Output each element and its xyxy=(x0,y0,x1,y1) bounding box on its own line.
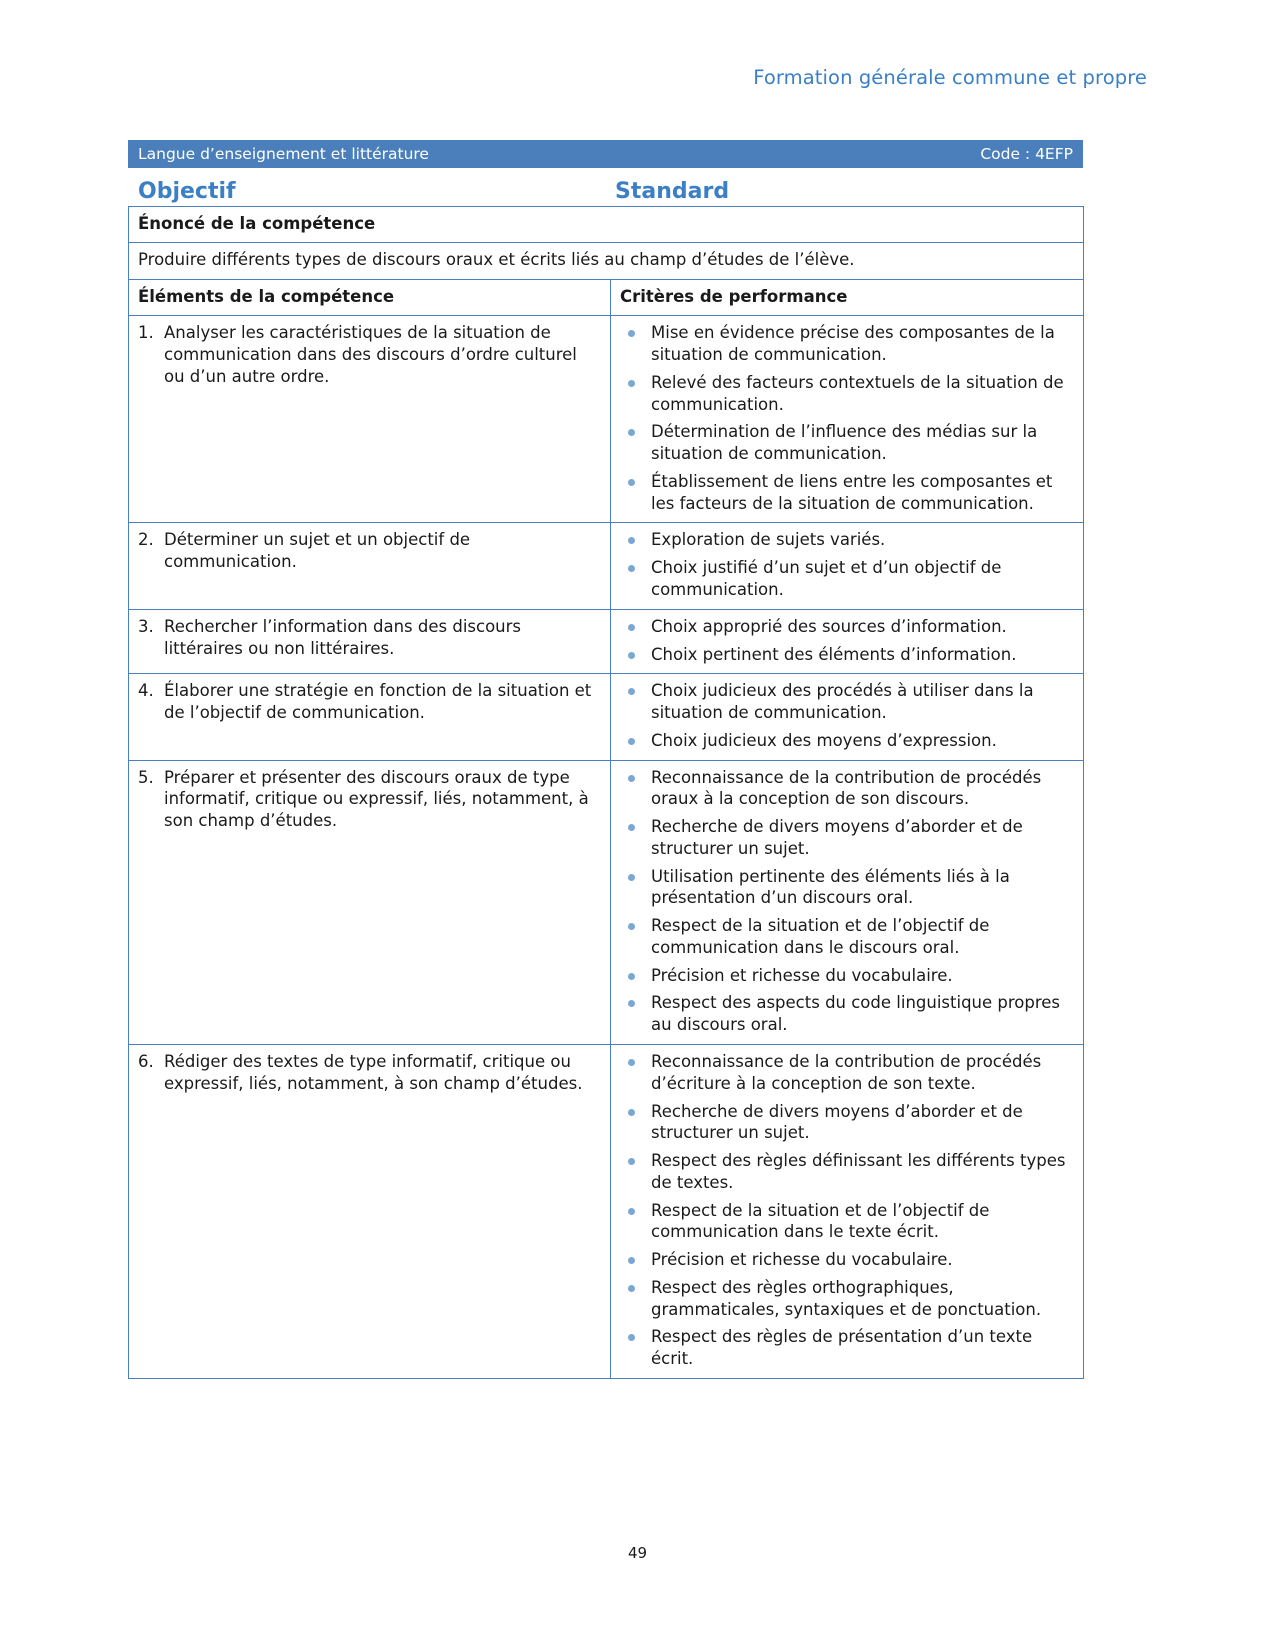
criteres-cell xyxy=(611,760,1084,1044)
competency-table xyxy=(128,206,1084,1379)
critere-item: Utilisation pertinente des éléments liés à la présentation d’un discours oral. xyxy=(620,866,1074,910)
objectif-heading: Objectif xyxy=(138,179,236,204)
element-cell xyxy=(129,316,611,523)
element-text: Préparer et présenter des discours oraux de type informatif, critique ou expressif, liés, notamment, à son champ d’études. xyxy=(164,767,589,831)
criteres-list xyxy=(620,1051,1074,1370)
critere-item: Relevé des facteurs contextuels de la situation de communication. xyxy=(620,372,1074,416)
element-number: 6. xyxy=(138,1051,154,1071)
element-item xyxy=(138,680,601,724)
element-text: Déterminer un sujet et un objectif de communication. xyxy=(164,530,471,572)
element-text: Analyser les caractéristiques de la situation de communication dans des discours d’ordre culturel ou d’un autre ordre. xyxy=(164,323,577,386)
table-row-subheadings xyxy=(129,279,1084,315)
competency-block xyxy=(128,140,1083,1379)
element-item xyxy=(138,767,601,832)
element-number: 3. xyxy=(138,616,154,636)
discipline-title-bar xyxy=(128,140,1083,168)
table-row xyxy=(129,674,1084,760)
critere-item: Recherche de divers moyens d’aborder et de structurer un sujet. xyxy=(620,1101,1074,1145)
element-item xyxy=(138,1051,601,1095)
table-row xyxy=(129,316,1084,523)
critere-item: Respect de la situation et de l’objectif de communication dans le texte écrit. xyxy=(620,1200,1074,1244)
column-headings xyxy=(128,168,1083,206)
element-number: 4. xyxy=(138,681,154,701)
critere-item: Mise en évidence précise des composantes de la situation de communication. xyxy=(620,322,1074,366)
element-cell xyxy=(129,674,611,760)
element-text: Rédiger des textes de type informatif, critique ou expressif, liés, notamment, à son champ d’études. xyxy=(164,1051,583,1093)
criteres-cell xyxy=(611,674,1084,760)
critere-item: Détermination de l’influence des médias sur la situation de communication. xyxy=(620,421,1074,465)
criteres-list xyxy=(620,680,1074,751)
critere-item: Respect de la situation et de l’objectif de communication dans le discours oral. xyxy=(620,915,1074,959)
element-item xyxy=(138,322,601,387)
critere-item: Précision et richesse du vocabulaire. xyxy=(620,1249,1074,1271)
critere-item: Reconnaissance de la contribution de procédés d’écriture à la conception de son texte. xyxy=(620,1051,1074,1095)
table-row xyxy=(129,1044,1084,1378)
critere-item: Précision et richesse du vocabulaire. xyxy=(620,965,1074,987)
table-row xyxy=(129,760,1084,1044)
page-header: Formation générale commune et propre xyxy=(753,66,1147,89)
element-item xyxy=(138,616,601,660)
element-number: 2. xyxy=(138,530,154,550)
critere-item: Respect des règles de présentation d’un texte écrit. xyxy=(620,1326,1074,1370)
competency-code: Code : 4EFP xyxy=(980,145,1073,163)
element-text: Rechercher l’information dans des discours littéraires ou non littéraires. xyxy=(164,616,521,658)
element-cell xyxy=(129,760,611,1044)
critere-item: Choix judicieux des moyens d’expression. xyxy=(620,730,1074,752)
table-row-enonce-heading xyxy=(129,207,1084,243)
criteres-list xyxy=(620,529,1074,600)
criteres-cell xyxy=(611,609,1084,674)
critere-item: Établissement de liens entre les composantes et les facteurs de la situation de communication. xyxy=(620,471,1074,515)
standard-heading: Standard xyxy=(615,179,730,204)
criteres-list xyxy=(620,767,1074,1036)
critere-item: Recherche de divers moyens d’aborder et de structurer un sujet. xyxy=(620,816,1074,860)
criteres-cell xyxy=(611,316,1084,523)
critere-item: Respect des règles définissant les différents types de textes. xyxy=(620,1150,1074,1194)
criteres-cell xyxy=(611,1044,1084,1378)
element-cell xyxy=(129,1044,611,1378)
enonce-heading: Énoncé de la compétence xyxy=(129,207,1084,243)
page-number: 49 xyxy=(627,1544,648,1562)
critere-item: Choix pertinent des éléments d’information. xyxy=(620,644,1074,666)
criteres-list xyxy=(620,616,1074,666)
element-cell xyxy=(129,609,611,674)
element-number: 5. xyxy=(138,767,154,787)
critere-item: Respect des aspects du code linguistique propres au discours oral. xyxy=(620,992,1074,1036)
criteres-heading: Critères de performance xyxy=(611,279,1084,315)
critere-item: Choix approprié des sources d’information. xyxy=(620,616,1074,638)
element-item xyxy=(138,529,601,573)
critere-item: Choix judicieux des procédés à utiliser dans la situation de communication. xyxy=(620,680,1074,724)
element-number: 1. xyxy=(138,323,154,343)
enonce-text: Produire différents types de discours oraux et écrits liés au champ d’études de l’élève. xyxy=(129,243,1084,279)
critere-item: Reconnaissance de la contribution de procédés oraux à la conception de son discours. xyxy=(620,767,1074,811)
table-row xyxy=(129,609,1084,674)
discipline-label: Langue d’enseignement et littérature xyxy=(138,145,429,163)
element-text: Élaborer une stratégie en fonction de la situation et de l’objectif de communication. xyxy=(164,681,592,723)
table-row xyxy=(129,523,1084,609)
element-cell xyxy=(129,523,611,609)
elements-heading: Éléments de la compétence xyxy=(129,279,611,315)
table-row-enonce-text xyxy=(129,243,1084,279)
criteres-cell xyxy=(611,523,1084,609)
critere-item: Choix justifié d’un sujet et d’un objectif de communication. xyxy=(620,557,1074,601)
critere-item: Exploration de sujets variés. xyxy=(620,529,1074,551)
criteres-list xyxy=(620,322,1074,514)
critere-item: Respect des règles orthographiques, grammaticales, syntaxiques et de ponctuation. xyxy=(620,1277,1074,1321)
